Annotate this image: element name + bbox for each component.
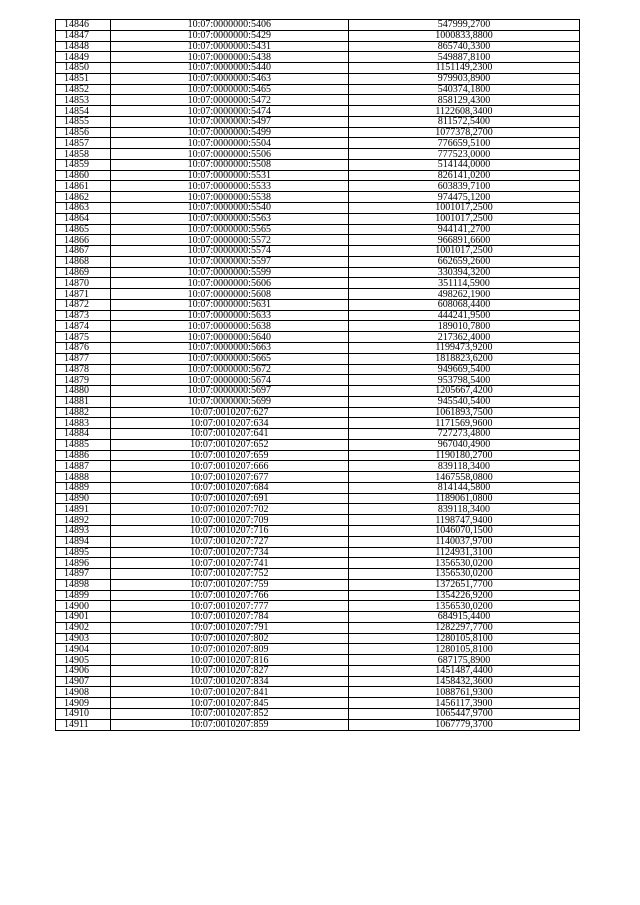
table-row — [56, 579, 580, 590]
table-row — [56, 95, 580, 106]
cadastral-number-cell: 10:07:0000000:5506 — [110, 149, 348, 160]
table-row — [56, 375, 580, 386]
cadastral-number-cell: 10:07:0010207:659 — [110, 450, 348, 461]
row-number-cell: 14874 — [56, 321, 111, 332]
table-row — [56, 84, 580, 95]
row-number-cell: 14856 — [56, 127, 111, 138]
table-row — [56, 386, 580, 397]
value-cell: 1354226,9200 — [348, 590, 579, 601]
table-row — [56, 342, 580, 353]
cadastral-number-cell: 10:07:0000000:5497 — [110, 116, 348, 127]
value-cell: 953798,5400 — [348, 375, 579, 386]
table-row — [56, 299, 580, 310]
table-row — [56, 504, 580, 515]
value-cell: 1198747,9400 — [348, 515, 579, 526]
table-row — [56, 472, 580, 483]
row-number-cell: 14876 — [56, 342, 111, 353]
table-row — [56, 321, 580, 332]
table-row — [56, 622, 580, 633]
cadastral-number-cell: 10:07:0010207:702 — [110, 504, 348, 515]
table-row — [56, 170, 580, 181]
value-cell: 945540,5400 — [348, 396, 579, 407]
table-row — [56, 278, 580, 289]
value-cell: 1001017,2500 — [348, 246, 579, 257]
cadastral-number-cell: 10:07:0010207:859 — [110, 719, 348, 730]
row-number-cell: 14905 — [56, 655, 111, 666]
table-row — [56, 127, 580, 138]
table-row — [56, 676, 580, 687]
value-cell: 1280105,8100 — [348, 644, 579, 655]
table-row — [56, 20, 580, 31]
value-cell: 547999,2700 — [348, 20, 579, 31]
value-cell: 514144,0000 — [348, 159, 579, 170]
cadastral-number-cell: 10:07:0000000:5563 — [110, 213, 348, 224]
value-cell: 498262,1900 — [348, 289, 579, 300]
row-number-cell: 14896 — [56, 558, 111, 569]
cadastral-number-cell: 10:07:0010207:652 — [110, 439, 348, 450]
row-number-cell: 14878 — [56, 364, 111, 375]
cadastral-number-cell: 10:07:0010207:752 — [110, 569, 348, 580]
cadastral-number-cell: 10:07:0010207:841 — [110, 687, 348, 698]
row-number-cell: 14872 — [56, 299, 111, 310]
value-cell: 1458432,3600 — [348, 676, 579, 687]
table-row — [56, 116, 580, 127]
data-table — [55, 19, 580, 731]
table-row — [56, 558, 580, 569]
row-number-cell: 14880 — [56, 386, 111, 397]
cadastral-number-cell: 10:07:0000000:5697 — [110, 386, 348, 397]
value-cell: 1171569,9600 — [348, 418, 579, 429]
value-cell: 777523,0000 — [348, 149, 579, 160]
cadastral-number-cell: 10:07:0000000:5431 — [110, 41, 348, 52]
cadastral-number-cell: 10:07:0010207:834 — [110, 676, 348, 687]
cadastral-number-cell: 10:07:0010207:634 — [110, 418, 348, 429]
value-cell: 1372651,7700 — [348, 579, 579, 590]
row-number-cell: 14862 — [56, 192, 111, 203]
value-cell: 687175,8900 — [348, 655, 579, 666]
row-number-cell: 14902 — [56, 622, 111, 633]
row-number-cell: 14871 — [56, 289, 111, 300]
cadastral-number-cell: 10:07:0010207:766 — [110, 590, 348, 601]
value-cell: 189010,7800 — [348, 321, 579, 332]
table-row — [56, 536, 580, 547]
row-number-cell: 14892 — [56, 515, 111, 526]
row-number-cell: 14848 — [56, 41, 111, 52]
value-cell: 351114,5900 — [348, 278, 579, 289]
cadastral-number-cell: 10:07:0000000:5663 — [110, 342, 348, 353]
table-row — [56, 547, 580, 558]
value-cell: 967040,4900 — [348, 439, 579, 450]
value-cell: 1001017,2500 — [348, 213, 579, 224]
table-row — [56, 224, 580, 235]
cadastral-number-cell: 10:07:0000000:5438 — [110, 52, 348, 63]
table-row — [56, 687, 580, 698]
table-row — [56, 30, 580, 41]
cadastral-number-cell: 10:07:0000000:5672 — [110, 364, 348, 375]
cadastral-number-cell: 10:07:0000000:5599 — [110, 267, 348, 278]
table-row — [56, 159, 580, 170]
row-number-cell: 14855 — [56, 116, 111, 127]
cadastral-number-cell: 10:07:0000000:5508 — [110, 159, 348, 170]
cadastral-number-cell: 10:07:0000000:5406 — [110, 20, 348, 31]
value-cell: 839118,3400 — [348, 461, 579, 472]
table-row — [56, 665, 580, 676]
table-row — [56, 138, 580, 149]
value-cell: 826141,0200 — [348, 170, 579, 181]
value-cell: 1124931,3100 — [348, 547, 579, 558]
row-number-cell: 14885 — [56, 439, 111, 450]
row-number-cell: 14906 — [56, 665, 111, 676]
cadastral-number-cell: 10:07:0010207:784 — [110, 612, 348, 623]
table-row — [56, 633, 580, 644]
cadastral-number-cell: 10:07:0000000:5572 — [110, 235, 348, 246]
cadastral-number-cell: 10:07:0000000:5565 — [110, 224, 348, 235]
value-cell: 549887,8100 — [348, 52, 579, 63]
row-number-cell: 14867 — [56, 246, 111, 257]
cadastral-number-cell: 10:07:0010207:741 — [110, 558, 348, 569]
row-number-cell: 14899 — [56, 590, 111, 601]
cadastral-number-cell: 10:07:0000000:5674 — [110, 375, 348, 386]
cadastral-number-cell: 10:07:0010207:777 — [110, 601, 348, 612]
table-row — [56, 246, 580, 257]
row-number-cell: 14907 — [56, 676, 111, 687]
row-number-cell: 14904 — [56, 644, 111, 655]
value-cell: 949669,5400 — [348, 364, 579, 375]
row-number-cell: 14851 — [56, 73, 111, 84]
cadastral-number-cell: 10:07:0000000:5606 — [110, 278, 348, 289]
row-number-cell: 14901 — [56, 612, 111, 623]
cadastral-number-cell: 10:07:0010207:809 — [110, 644, 348, 655]
row-number-cell: 14849 — [56, 52, 111, 63]
row-number-cell: 14865 — [56, 224, 111, 235]
value-cell: 974475,1200 — [348, 192, 579, 203]
value-cell: 1001017,2500 — [348, 203, 579, 214]
row-number-cell: 14868 — [56, 256, 111, 267]
table-row — [56, 515, 580, 526]
cadastral-number-cell: 10:07:0000000:5597 — [110, 256, 348, 267]
value-cell: 1151149,2300 — [348, 63, 579, 74]
row-number-cell: 14895 — [56, 547, 111, 558]
cadastral-number-cell: 10:07:0000000:5640 — [110, 332, 348, 343]
row-number-cell: 14846 — [56, 20, 111, 31]
value-cell: 1122608,3400 — [348, 106, 579, 117]
row-number-cell: 14893 — [56, 525, 111, 536]
cadastral-number-cell: 10:07:0010207:816 — [110, 655, 348, 666]
table-row — [56, 289, 580, 300]
cadastral-number-cell: 10:07:0010207:827 — [110, 665, 348, 676]
value-cell: 1088761,9300 — [348, 687, 579, 698]
cadastral-number-cell: 10:07:0010207:759 — [110, 579, 348, 590]
value-cell: 944141,2700 — [348, 224, 579, 235]
value-cell: 1451487,4400 — [348, 665, 579, 676]
value-cell: 839118,3400 — [348, 504, 579, 515]
row-number-cell: 14870 — [56, 278, 111, 289]
row-number-cell: 14850 — [56, 63, 111, 74]
table-row — [56, 192, 580, 203]
row-number-cell: 14887 — [56, 461, 111, 472]
cadastral-number-cell: 10:07:0000000:5499 — [110, 127, 348, 138]
cadastral-number-cell: 10:07:0010207:791 — [110, 622, 348, 633]
table-row — [56, 655, 580, 666]
value-cell: 1282297,7700 — [348, 622, 579, 633]
value-cell: 1199473,9200 — [348, 342, 579, 353]
data-table-body — [56, 20, 580, 731]
row-number-cell: 14852 — [56, 84, 111, 95]
cadastral-number-cell: 10:07:0010207:734 — [110, 547, 348, 558]
table-row — [56, 407, 580, 418]
cadastral-number-cell: 10:07:0010207:641 — [110, 429, 348, 440]
cadastral-number-cell: 10:07:0010207:716 — [110, 525, 348, 536]
value-cell: 603839,7100 — [348, 181, 579, 192]
cadastral-number-cell: 10:07:0000000:5699 — [110, 396, 348, 407]
value-cell: 811572,5400 — [348, 116, 579, 127]
cadastral-number-cell: 10:07:0010207:845 — [110, 698, 348, 709]
table-row — [56, 590, 580, 601]
table-row — [56, 439, 580, 450]
value-cell: 1818823,6200 — [348, 353, 579, 364]
row-number-cell: 14857 — [56, 138, 111, 149]
table-row — [56, 41, 580, 52]
table-row — [56, 450, 580, 461]
value-cell: 1356530,0200 — [348, 601, 579, 612]
row-number-cell: 14890 — [56, 493, 111, 504]
row-number-cell: 14884 — [56, 429, 111, 440]
table-row — [56, 73, 580, 84]
row-number-cell: 14898 — [56, 579, 111, 590]
value-cell: 540374,1800 — [348, 84, 579, 95]
row-number-cell: 14900 — [56, 601, 111, 612]
row-number-cell: 14897 — [56, 569, 111, 580]
row-number-cell: 14908 — [56, 687, 111, 698]
cadastral-number-cell: 10:07:0000000:5638 — [110, 321, 348, 332]
value-cell: 1046070,1500 — [348, 525, 579, 536]
value-cell: 1456117,3900 — [348, 698, 579, 709]
table-row — [56, 181, 580, 192]
cadastral-number-cell: 10:07:0000000:5538 — [110, 192, 348, 203]
table-row — [56, 267, 580, 278]
table-row — [56, 482, 580, 493]
cadastral-number-cell: 10:07:0000000:5631 — [110, 299, 348, 310]
cadastral-number-cell: 10:07:0000000:5608 — [110, 289, 348, 300]
value-cell: 684915,4400 — [348, 612, 579, 623]
table-row — [56, 213, 580, 224]
cadastral-number-cell: 10:07:0010207:691 — [110, 493, 348, 504]
value-cell: 1077378,2700 — [348, 127, 579, 138]
row-number-cell: 14877 — [56, 353, 111, 364]
table-row — [56, 149, 580, 160]
row-number-cell: 14869 — [56, 267, 111, 278]
value-cell: 1190180,2700 — [348, 450, 579, 461]
value-cell: 1280105,8100 — [348, 633, 579, 644]
table-row — [56, 332, 580, 343]
value-cell: 776659,5100 — [348, 138, 579, 149]
cadastral-number-cell: 10:07:0000000:5633 — [110, 310, 348, 321]
value-cell: 1356530,0200 — [348, 569, 579, 580]
table-row — [56, 601, 580, 612]
value-cell: 608068,4400 — [348, 299, 579, 310]
row-number-cell: 14854 — [56, 106, 111, 117]
value-cell: 444241,9500 — [348, 310, 579, 321]
cadastral-number-cell: 10:07:0000000:5474 — [110, 106, 348, 117]
cadastral-number-cell: 10:07:0000000:5540 — [110, 203, 348, 214]
table-row — [56, 569, 580, 580]
cadastral-number-cell: 10:07:0000000:5574 — [110, 246, 348, 257]
row-number-cell: 14903 — [56, 633, 111, 644]
cadastral-number-cell: 10:07:0010207:727 — [110, 536, 348, 547]
value-cell: 1356530,0200 — [348, 558, 579, 569]
table-row — [56, 364, 580, 375]
table-row — [56, 429, 580, 440]
row-number-cell: 14864 — [56, 213, 111, 224]
cadastral-number-cell: 10:07:0010207:852 — [110, 709, 348, 720]
row-number-cell: 14853 — [56, 95, 111, 106]
cadastral-number-cell: 10:07:0000000:5472 — [110, 95, 348, 106]
cadastral-number-cell: 10:07:0010207:627 — [110, 407, 348, 418]
row-number-cell: 14861 — [56, 181, 111, 192]
table-row — [56, 612, 580, 623]
row-number-cell: 14909 — [56, 698, 111, 709]
row-number-cell: 14894 — [56, 536, 111, 547]
cadastral-number-cell: 10:07:0010207:666 — [110, 461, 348, 472]
value-cell: 814144,5800 — [348, 482, 579, 493]
table-row — [56, 63, 580, 74]
table-row — [56, 353, 580, 364]
value-cell: 858129,4300 — [348, 95, 579, 106]
row-number-cell: 14875 — [56, 332, 111, 343]
table-row — [56, 719, 580, 730]
table-row — [56, 418, 580, 429]
table-row — [56, 310, 580, 321]
table-row — [56, 256, 580, 267]
value-cell: 1205667,4200 — [348, 386, 579, 397]
value-cell: 727273,4800 — [348, 429, 579, 440]
value-cell: 217362,4000 — [348, 332, 579, 343]
value-cell: 1467558,0800 — [348, 472, 579, 483]
cadastral-number-cell: 10:07:0000000:5533 — [110, 181, 348, 192]
table-row — [56, 644, 580, 655]
value-cell: 1065447,9700 — [348, 709, 579, 720]
row-number-cell: 14873 — [56, 310, 111, 321]
row-number-cell: 14881 — [56, 396, 111, 407]
value-cell: 865740,3300 — [348, 41, 579, 52]
row-number-cell: 14883 — [56, 418, 111, 429]
row-number-cell: 14911 — [56, 719, 111, 730]
row-number-cell: 14863 — [56, 203, 111, 214]
table-row — [56, 461, 580, 472]
cadastral-number-cell: 10:07:0010207:684 — [110, 482, 348, 493]
value-cell: 979903,8900 — [348, 73, 579, 84]
table-row — [56, 203, 580, 214]
cadastral-number-cell: 10:07:0000000:5465 — [110, 84, 348, 95]
cadastral-number-cell: 10:07:0000000:5665 — [110, 353, 348, 364]
cadastral-number-cell: 10:07:0000000:5429 — [110, 30, 348, 41]
row-number-cell: 14910 — [56, 709, 111, 720]
row-number-cell: 14891 — [56, 504, 111, 515]
cadastral-number-cell: 10:07:0000000:5440 — [110, 63, 348, 74]
table-row — [56, 525, 580, 536]
row-number-cell: 14859 — [56, 159, 111, 170]
row-number-cell: 14847 — [56, 30, 111, 41]
row-number-cell: 14858 — [56, 149, 111, 160]
row-number-cell: 14860 — [56, 170, 111, 181]
cadastral-number-cell: 10:07:0010207:802 — [110, 633, 348, 644]
row-number-cell: 14866 — [56, 235, 111, 246]
row-number-cell: 14882 — [56, 407, 111, 418]
table-row — [56, 709, 580, 720]
value-cell: 662659,2600 — [348, 256, 579, 267]
table-row — [56, 396, 580, 407]
table-row — [56, 698, 580, 709]
row-number-cell: 14886 — [56, 450, 111, 461]
value-cell: 1189061,0800 — [348, 493, 579, 504]
table-row — [56, 493, 580, 504]
row-number-cell: 14889 — [56, 482, 111, 493]
cadastral-number-cell: 10:07:0000000:5504 — [110, 138, 348, 149]
row-number-cell: 14888 — [56, 472, 111, 483]
table-row — [56, 235, 580, 246]
cadastral-number-cell: 10:07:0000000:5531 — [110, 170, 348, 181]
value-cell: 1067779,3700 — [348, 719, 579, 730]
value-cell: 966891,6600 — [348, 235, 579, 246]
cadastral-number-cell: 10:07:0000000:5463 — [110, 73, 348, 84]
row-number-cell: 14879 — [56, 375, 111, 386]
table-row — [56, 106, 580, 117]
value-cell: 1140037,9700 — [348, 536, 579, 547]
value-cell: 330394,3200 — [348, 267, 579, 278]
value-cell: 1061893,7500 — [348, 407, 579, 418]
cadastral-number-cell: 10:07:0010207:677 — [110, 472, 348, 483]
table-row — [56, 52, 580, 63]
value-cell: 1000833,8800 — [348, 30, 579, 41]
cadastral-number-cell: 10:07:0010207:709 — [110, 515, 348, 526]
